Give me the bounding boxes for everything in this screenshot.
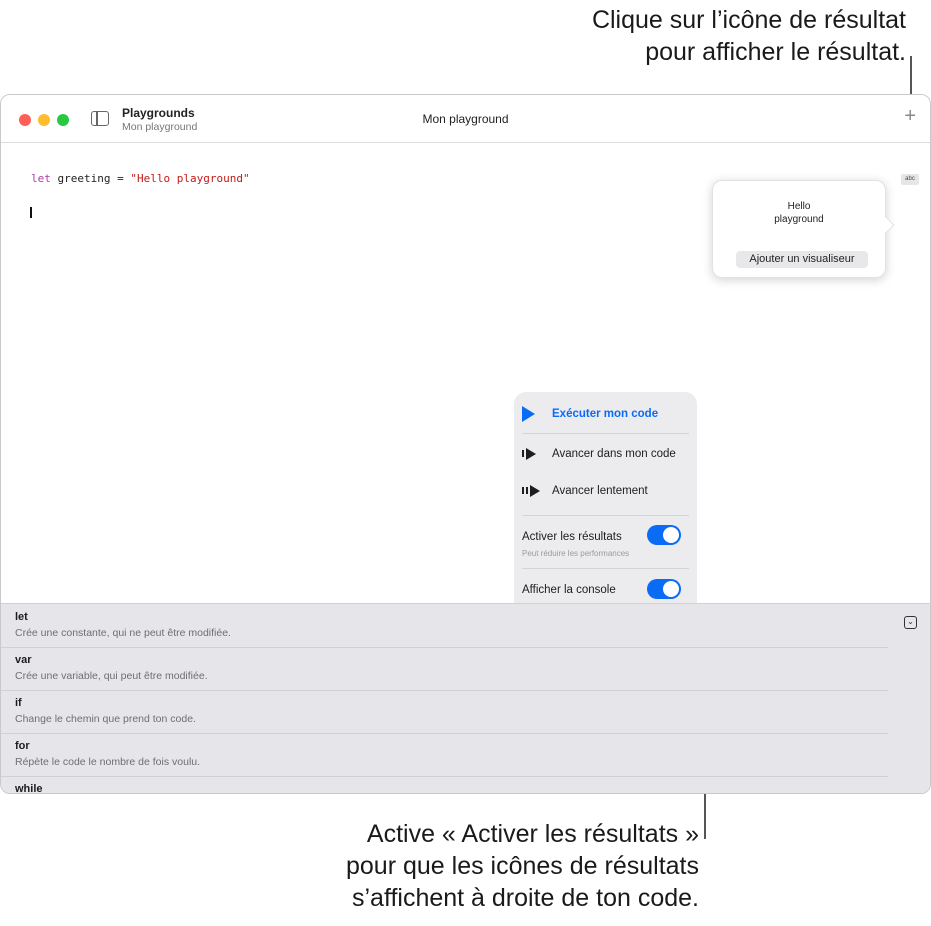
shortcut-item[interactable]	[1, 647, 888, 691]
shortcut-description: Crée une constante, qui ne peut être modifiée.	[15, 627, 231, 639]
toggle-knob	[663, 527, 679, 543]
code-editor[interactable]	[1, 144, 930, 603]
result-popover	[712, 180, 886, 278]
divider	[522, 515, 689, 516]
menu-item-label: Afficher la console	[522, 584, 616, 596]
code-keyword: let	[31, 172, 51, 185]
shortcut-name: var	[15, 654, 32, 666]
menu-item-label: Activer les résultats	[522, 531, 622, 543]
result-value-line: Hello	[787, 201, 811, 212]
window-title: Mon playground	[422, 112, 509, 126]
app-subtitle: Mon playground	[122, 121, 198, 133]
add-viewer-button[interactable]: Ajouter un visualiseur	[736, 251, 868, 268]
app-name: Playgrounds	[122, 106, 195, 120]
menu-item-label: Avancer lentement	[552, 485, 648, 497]
shortcut-bar	[1, 603, 930, 794]
shortcut-name: if	[15, 697, 22, 709]
enable-results-note: Peut réduire les performances	[522, 549, 630, 558]
shortcut-description: Répète le code le nombre de fois voulu.	[15, 756, 201, 768]
show-console-toggle[interactable]	[647, 579, 681, 599]
menu-item-step-slowly[interactable]	[522, 473, 689, 509]
callout-line: s’affichent à droite de ton code.	[352, 884, 699, 912]
callout-line: pour que les icônes de résultats	[346, 852, 699, 880]
add-button[interactable]: +	[904, 105, 916, 127]
playground-window	[0, 94, 931, 794]
callout-line: Active « Activer les résultats »	[366, 820, 699, 848]
divider	[522, 568, 689, 569]
divider	[522, 433, 689, 434]
shortcut-description: Change le chemin que prend ton code.	[15, 713, 196, 725]
shortcut-name: for	[15, 740, 30, 752]
code-line[interactable]	[31, 172, 250, 185]
toggle-knob	[663, 581, 679, 597]
run-options-menu	[514, 392, 697, 638]
code-text: greeting =	[50, 172, 131, 185]
shortcut-name: let	[15, 611, 28, 623]
code-string: "Hello playground"	[130, 172, 250, 185]
result-icon[interactable]: abc	[901, 174, 919, 185]
menu-item-label: Avancer dans mon code	[552, 448, 676, 460]
enable-results-toggle[interactable]	[647, 525, 681, 545]
titlebar	[1, 95, 930, 143]
callout-line: pour afficher le résultat.	[645, 38, 906, 66]
text-caret	[30, 207, 32, 218]
menu-item-run[interactable]	[522, 396, 689, 432]
shortcut-item[interactable]	[1, 776, 888, 794]
shortcut-description: Crée une variable, qui peut être modifiée.	[15, 670, 208, 682]
result-value-line: playground	[774, 214, 824, 225]
menu-item-step[interactable]	[522, 436, 689, 472]
play-icon	[522, 406, 542, 420]
callout-line: Clique sur l’icône de résultat	[591, 6, 906, 34]
shortcut-item[interactable]	[1, 690, 888, 734]
result-value	[713, 200, 885, 226]
chevron-down-icon[interactable]: ⌄	[904, 616, 917, 629]
shortcut-name: while	[15, 783, 43, 794]
shortcut-item[interactable]	[1, 604, 888, 648]
callout-result-icon	[486, 4, 906, 68]
menu-item-label: Exécuter mon code	[552, 408, 659, 420]
shortcut-item[interactable]	[1, 733, 888, 777]
callout-enable-results	[239, 818, 699, 914]
step-icon	[522, 448, 542, 462]
step-slowly-icon	[522, 485, 542, 499]
